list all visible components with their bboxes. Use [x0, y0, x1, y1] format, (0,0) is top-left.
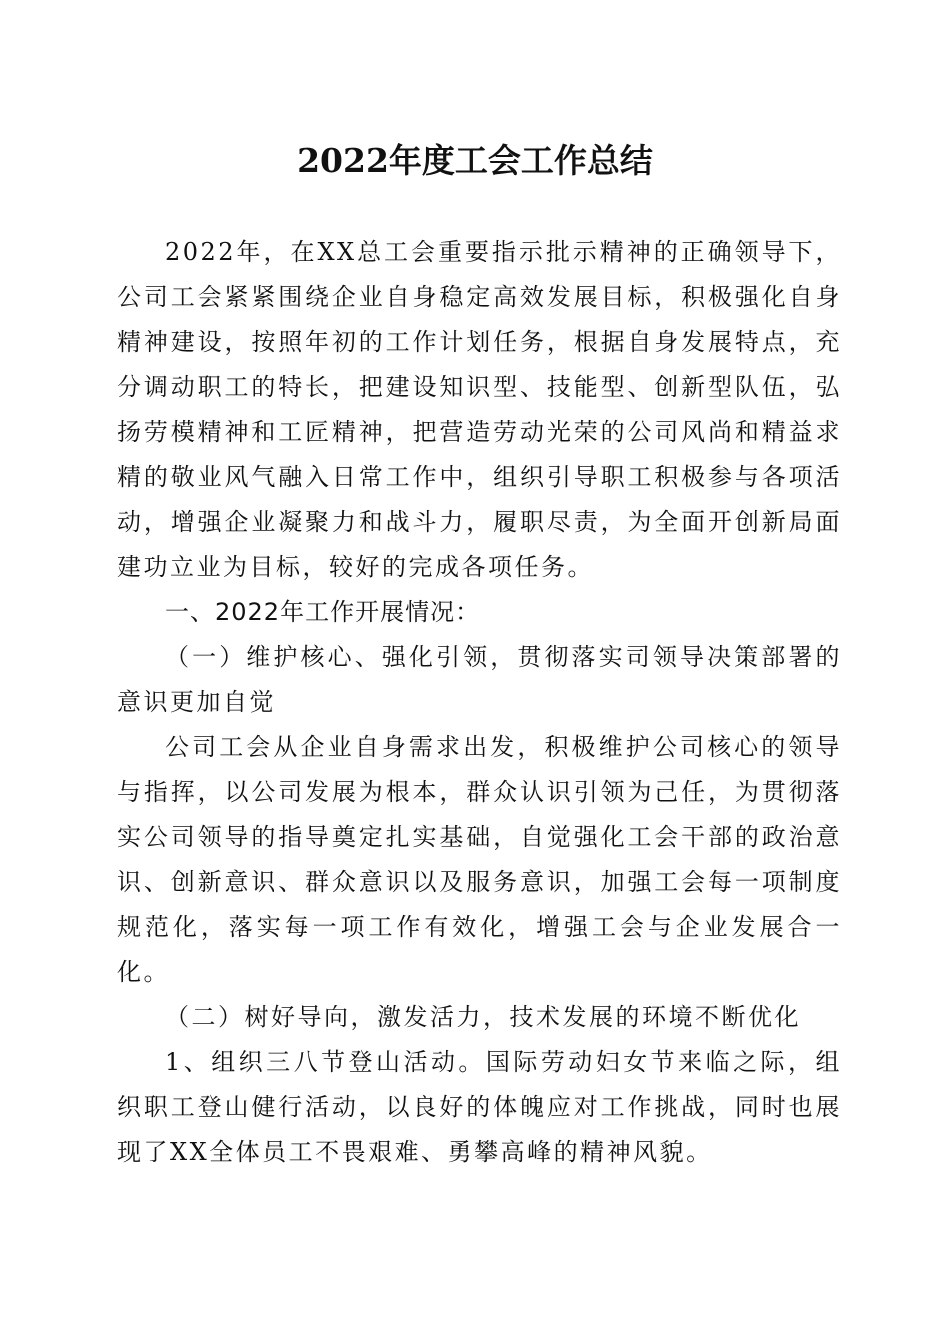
document-body — [117, 230, 842, 1175]
subsection-body-1: 公司工会从企业自身需求出发，积极维护公司核心的领导与指挥，以公司发展为根本，群众认识引领为己任，为贯彻落实公司领导的指导奠定扎实基础，自觉强化工会干部的政治意识、创新意识、群众意识以及服务意识，加强工会每一项制度规范化，落实每一项工作有效化，增强工会与企业发展合一化。 — [117, 733, 842, 986]
section-heading-1: 一、2022年工作开展情况： — [165, 598, 481, 626]
list-item-1: 1、组织三八节登山活动。国际劳动妇女节来临之际，组织职工登山健行活动，以良好的体魄应对工作挑战，同时也展现了XX全体员工不畏艰难、勇攀高峰的精神风貌。 — [117, 1048, 842, 1166]
subsection-heading-1: （一）维护核心、强化引领，贯彻落实司领导决策部署的意识更加自觉 — [117, 643, 842, 716]
subsection-heading-2: （二）树好导向，激发活力，技术发展的环境不断优化 — [165, 1003, 801, 1031]
intro-paragraph: 2022年，在XX总工会重要指示批示精神的正确领导下，公司工会紧紧围绕企业自身稳定高效发展目标，积极强化自身精神建设，按照年初的工作计划任务，根据自身发展特点，充分调动职工的特长，把建设知识型、技能型、创新型队伍，弘扬劳模精神和工匠精神，把营造劳动光荣的公司风尚和精益求精的敬业风气融入日常工作中，组织引导职工积极参与各项活动，增强企业凝聚力和战斗力，履职尽责，为全面开创新局面建功立业为目标，较好的完成各项任务。 — [117, 238, 842, 581]
document-title: 2022年度工会工作总结 — [297, 141, 653, 180]
